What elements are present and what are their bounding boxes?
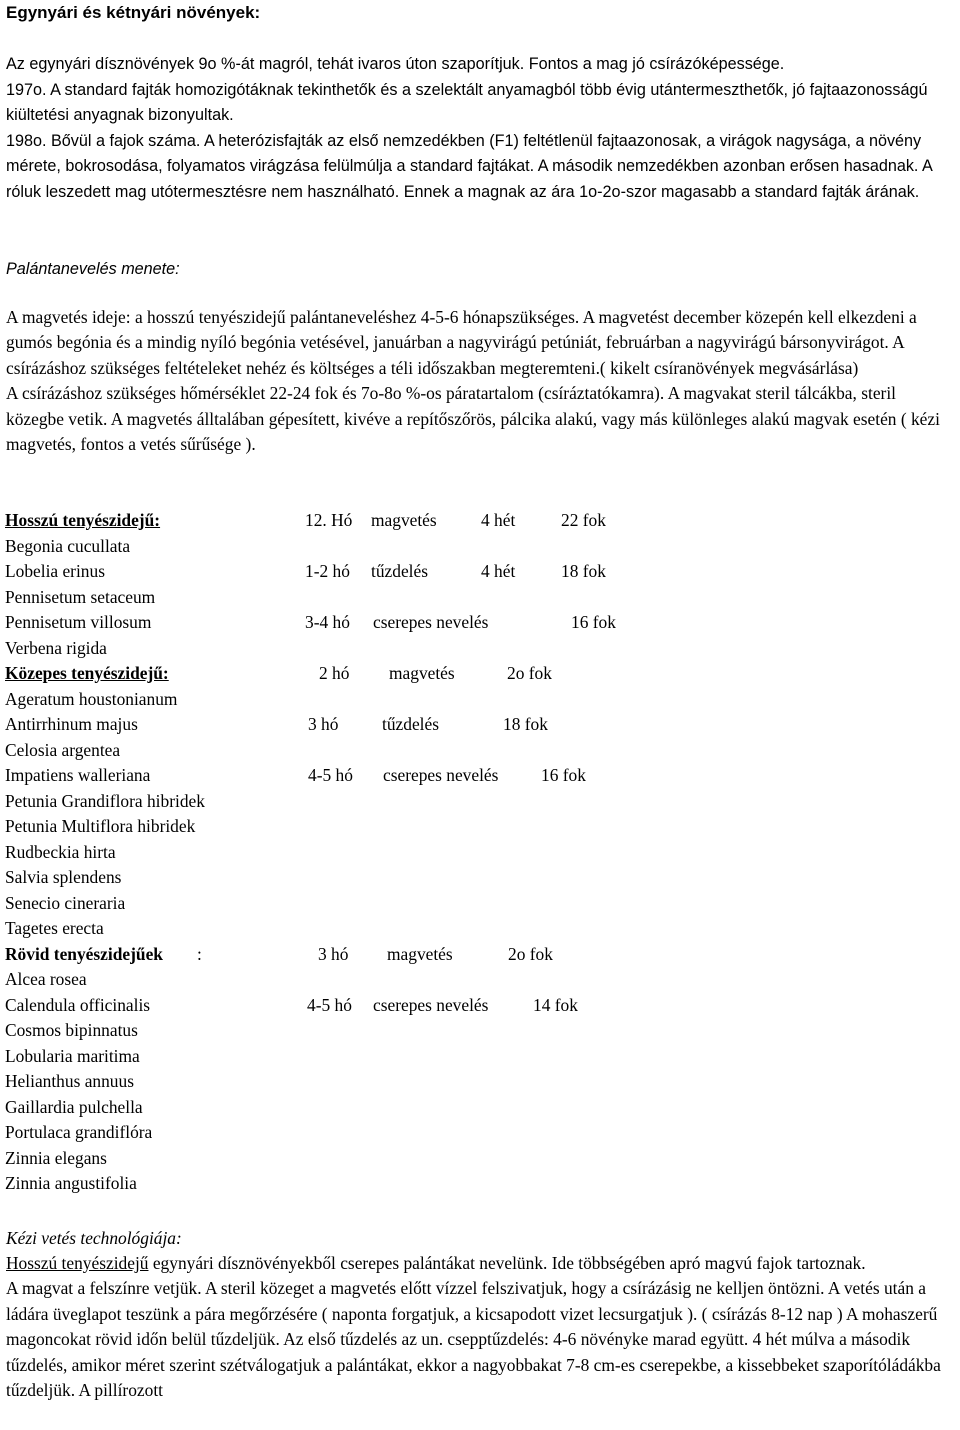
plant-name: Tagetes erecta xyxy=(5,918,104,938)
plant-duration: 3 hó xyxy=(308,714,339,734)
plant-row xyxy=(5,610,955,636)
plant-name: Alcea rosea xyxy=(5,969,87,989)
plant-temperature: 2o fok xyxy=(508,943,553,964)
plant-duration: 4-5 hó xyxy=(307,994,352,1015)
plant-row xyxy=(5,1018,955,1044)
plant-row xyxy=(5,1069,955,1095)
plant-row xyxy=(5,993,955,1019)
plant-temperature: 2o fok xyxy=(507,663,552,683)
plant-row xyxy=(5,1095,955,1121)
plant-duration: 1-2 hó xyxy=(305,561,350,581)
plant-name: Közepes tenyészidejű: xyxy=(5,663,169,683)
plant-name: Portulaca grandiflóra xyxy=(5,1122,153,1142)
plant-row xyxy=(5,840,955,866)
plant-row xyxy=(5,738,955,764)
plant-temperature: 16 fok xyxy=(541,765,586,785)
plant-name-suffix: : xyxy=(197,943,202,964)
plant-row xyxy=(5,559,955,585)
plant-name: Salvia splendens xyxy=(5,867,122,887)
page-title: Egynyári és kétnyári növények: xyxy=(6,3,261,22)
intro-paragraph-3-prefix: 198o. Bővül a fajok száma. xyxy=(6,131,201,150)
plant-row xyxy=(5,661,955,687)
plant-row xyxy=(5,916,955,942)
plant-row xyxy=(5,789,955,815)
plant-name: Zinnia elegans xyxy=(5,1147,107,1168)
plant-row xyxy=(5,865,955,891)
plant-name: Petunia Multiflora hibridek xyxy=(5,816,196,836)
intro-paragraph-3 xyxy=(6,129,956,206)
intro-paragraph-1: Az egynyári dísznövények 9o %-át magról, tehát ivaros úton szaporítjuk. Fontos a mag jó csírázóképessége. xyxy=(6,55,785,73)
plant-period: 4 hét xyxy=(481,561,516,581)
plant-name: Helianthus annuus xyxy=(5,1071,134,1091)
kezi-vetes-paragraph-1-rest: egynyári dísznövényekből cserepes palántákat nevelünk. Ide többségében apró magvú fajok tartoznak. xyxy=(148,1253,866,1273)
plant-name: Zinnia angustifolia xyxy=(5,1173,137,1193)
plant-name: Rövid tenyészidejűek xyxy=(5,943,163,964)
plant-activity: tűzdelés xyxy=(382,714,439,734)
plant-name: Petunia Grandiflora hibridek xyxy=(5,790,205,811)
intro-paragraph-3-rest: A heterózisfajták az első nemzedékben (F1) feltétlenül fajtaazonosak, a virágok nagysága, a növény mérete, bokrosodása, folyamatos virágzása felülmúlja a standard fajtákat. A második nemzedékben azonban erősen hasadnak. A róluk leszedett mag utótermesztésre nem használható. Ennek a magnak az ára 1o-2o-szor magasabb a standard fajták árának. xyxy=(6,131,932,201)
plant-row xyxy=(5,1044,955,1070)
plant-name: Hosszú tenyészidejű: xyxy=(5,510,161,530)
plant-temperature: 16 fok xyxy=(571,612,616,632)
plant-row xyxy=(5,967,955,993)
kezi-vetes-paragraph-2: A magvat a felszínre vetjük. A steril közeget a magvetés előtt vízzel felszivatjuk, hogy a csírázásig ne kelljen öntözni. A vetés után a ládára üveglapot teszünk a pára megőrzésére ( naponta forgatjuk, a kicsapodott vizet lecsurgatjuk ). ( csírázás 8-12 nap ) A mohaszerű magoncokat rövid időn belül tűzdeljük. Az első tűzdelés az un. csepptűzdelés: 4-6 növényke marad együtt. 4 hét múlva a második tűzdelés, amikor méret szerint szétválogatjuk a palántákat, ekkor a nagyobbakat 7-8 cm-es cserepekbe, a kissebbeket szaporítóládákba tűzdeljük. A pillírozott xyxy=(6,1278,941,1401)
intro-paragraph-2: 197o. A standard fajták homozigótáknak tekinthetők és a szelektált anyamagból több évig utántermeszthetők, jó fajtaazonosságú kiültetési anyagnak bizonyultak. xyxy=(6,80,928,124)
plant-row xyxy=(5,1120,955,1146)
plant-name: Rudbeckia hirta xyxy=(5,841,116,862)
palantaneveles-section xyxy=(6,305,956,457)
plant-row xyxy=(5,1146,955,1172)
plant-activity: magvetés xyxy=(389,663,455,683)
palantaneveles-paragraph-1: A magvetés ideje: a hosszú tenyészidejű palántaneveléshez 4-5-6 hónapszükséges. A magvetést december közepén kell elkezdeni a gumós begónia és a mindig nyíló begónia vetésével, januárban a nagyvirágú petúniát, februárban a nagyvirágú bársonyvirágot. A csírázáshoz szükséges feltételeket nehéz és költséges a téli időszakban megteremteni.( kikelt csíranövények megvásárlása) xyxy=(6,307,917,378)
plant-name: Senecio cineraria xyxy=(5,892,126,913)
plant-name: Ageratum houstonianum xyxy=(5,688,178,709)
plant-row xyxy=(5,1171,955,1197)
plant-name: Pennisetum villosum xyxy=(5,612,152,632)
plant-list xyxy=(5,508,955,1197)
intro-section xyxy=(6,52,956,205)
plant-temperature: 18 fok xyxy=(561,561,606,581)
plant-duration: 2 hó xyxy=(319,663,350,683)
plant-name: Celosia argentea xyxy=(5,739,121,760)
plant-activity: tűzdelés xyxy=(371,561,428,581)
plant-activity: cserepes nevelés xyxy=(373,612,489,632)
plant-duration: 12. Hó xyxy=(305,510,353,530)
section-title-palantaneveles: Palántanevelés menete: xyxy=(6,260,180,278)
plant-name: Begonia cucullata xyxy=(5,535,131,556)
plant-row xyxy=(5,814,955,840)
plant-activity: magvetés xyxy=(371,510,437,530)
plant-row xyxy=(5,534,955,560)
plant-temperature: 18 fok xyxy=(503,714,548,734)
plant-duration: 3 hó xyxy=(318,943,349,964)
plant-activity: magvetés xyxy=(387,943,453,964)
plant-temperature: 14 fok xyxy=(533,994,578,1015)
kezi-vetes-section xyxy=(6,1251,956,1403)
plant-row xyxy=(5,763,955,789)
plant-name: Lobelia erinus xyxy=(5,561,105,581)
plant-name: Gaillardia pulchella xyxy=(5,1096,143,1117)
plant-row xyxy=(5,508,955,534)
plant-row xyxy=(5,712,955,738)
plant-row xyxy=(5,942,955,968)
plant-activity: cserepes nevelés xyxy=(373,994,489,1015)
plant-name: Pennisetum setaceum xyxy=(5,586,156,607)
plant-row xyxy=(5,585,955,611)
plant-name: Cosmos bipinnatus xyxy=(5,1020,138,1040)
plant-name: Verbena rigida xyxy=(5,637,107,658)
kezi-vetes-paragraph-1-underlined: Hosszú tenyészidejű xyxy=(6,1253,149,1273)
plant-period: 4 hét xyxy=(481,510,516,530)
plant-name: Antirrhinum majus xyxy=(5,714,138,734)
kezi-vetes-paragraph-1 xyxy=(6,1251,956,1276)
plant-duration: 4-5 hó xyxy=(308,765,353,785)
plant-row xyxy=(5,636,955,662)
plant-row xyxy=(5,687,955,713)
plant-name: Impatiens walleriana xyxy=(5,765,151,785)
plant-duration: 3-4 hó xyxy=(305,612,350,632)
plant-temperature: 22 fok xyxy=(561,510,606,530)
plant-name: Calendula officinalis xyxy=(5,994,151,1015)
plant-row xyxy=(5,891,955,917)
section-title-kezi-vetes: Kézi vetés technológiája: xyxy=(6,1228,182,1248)
plant-activity: cserepes nevelés xyxy=(383,765,499,785)
plant-name: Lobularia maritima xyxy=(5,1045,140,1066)
palantaneveles-paragraph-2: A csírázáshoz szükséges hőmérséklet 22-24 fok és 7o-8o %-os páratartalom (csíráztatókamra). A magvakat steril tálcákba, steril közegbe vetik. A magvetés álltalában gépesített, kivéve a repítőszőrös, pálcika alakú, vagy más különleges alakú magvak esetén ( kézi magvetés, fontos a vetés sűrűsége ). xyxy=(6,383,940,455)
